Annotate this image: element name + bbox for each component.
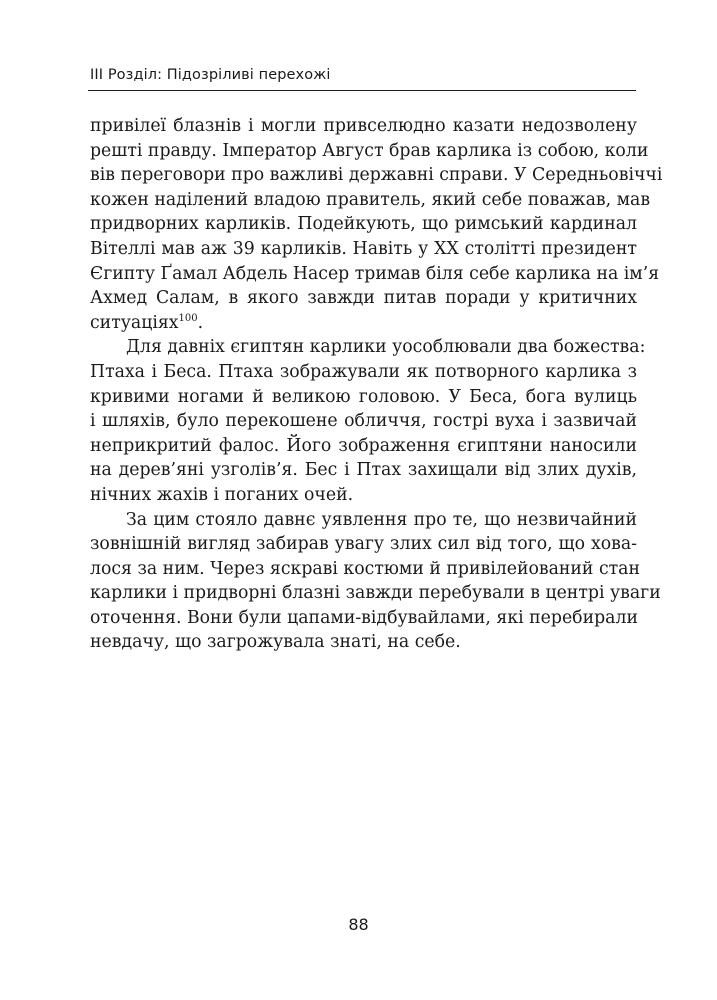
text-line <box>90 311 637 336</box>
text-line: на дерев’яні узголів’я. Бес і Птах захищали від злих духів, <box>90 460 637 481</box>
sentence-end: . <box>197 312 204 333</box>
text-line: оточення. Вони були цапами-відбувайлами, які перебирали <box>90 607 638 628</box>
text-line: решті правду. Імператор Август брав карлика із собою, коли <box>90 140 649 161</box>
text-line: неприкритий фалос. Його зображення єгиптяни наносили <box>90 435 637 456</box>
text-line: зовнішній вигляд забирав увагу злих сил від того, що хова- <box>90 534 637 555</box>
running-header <box>88 66 636 91</box>
page-number: 88 <box>348 915 369 934</box>
text-line: кривими ногами й великою головою. У Беса, бога вулиць <box>90 386 637 407</box>
text-line: Ахмед Салам, в якого завжди питав поради у критичних <box>90 288 637 309</box>
text-line: вів переговори про важливі державні справи. У Середньовіччі <box>90 165 663 186</box>
chapter-title: III Розділ: Підозріливі перехожі <box>90 67 331 83</box>
text-line: придворних карликів. Подейкують, що римський кардинал <box>90 214 637 235</box>
text-line: нічних жахів і поганих очей. <box>90 484 354 505</box>
text-line: і шляхів, було перекошене обличчя, гострі вуха і зазвичай <box>90 411 637 432</box>
text-line: привілеї блазнів і могли привселюдно казати недозволену <box>90 116 637 136</box>
text-line: лося за ним. Через яскраві костюми й привілейований стан <box>90 558 641 579</box>
text-line: Вітеллі мав аж 39 карликів. Навіть у XX столітті президент <box>90 238 637 259</box>
body-text <box>90 114 663 655</box>
text-line: Для давніх єгиптян карлики уособлювали два божества: <box>126 337 646 358</box>
text-line: кожен наділений владою правитель, який себе поважав, мав <box>90 189 651 210</box>
paragraph-2 <box>90 335 646 507</box>
text-line: невдачу, що загрожувала знаті, на себе. <box>90 632 461 653</box>
text-line: Птаха і Беса. Птаха зображували як потворного карлика з <box>90 361 637 382</box>
footnote-reference[interactable]: 100 <box>178 312 198 324</box>
paragraph-1 <box>90 114 663 335</box>
text-line: Єгипту Ґамал Абдель Насер тримав біля себе карлика на ім’я <box>90 263 660 284</box>
paragraph-3 <box>90 508 661 656</box>
text-line: карлики і придворні блазні завжди перебували в центрі уваги <box>90 583 661 604</box>
text-fragment: ситуаціях <box>90 312 179 333</box>
text-line: За цим стояло давнє уявлення про те, що незвичайний <box>126 509 637 530</box>
